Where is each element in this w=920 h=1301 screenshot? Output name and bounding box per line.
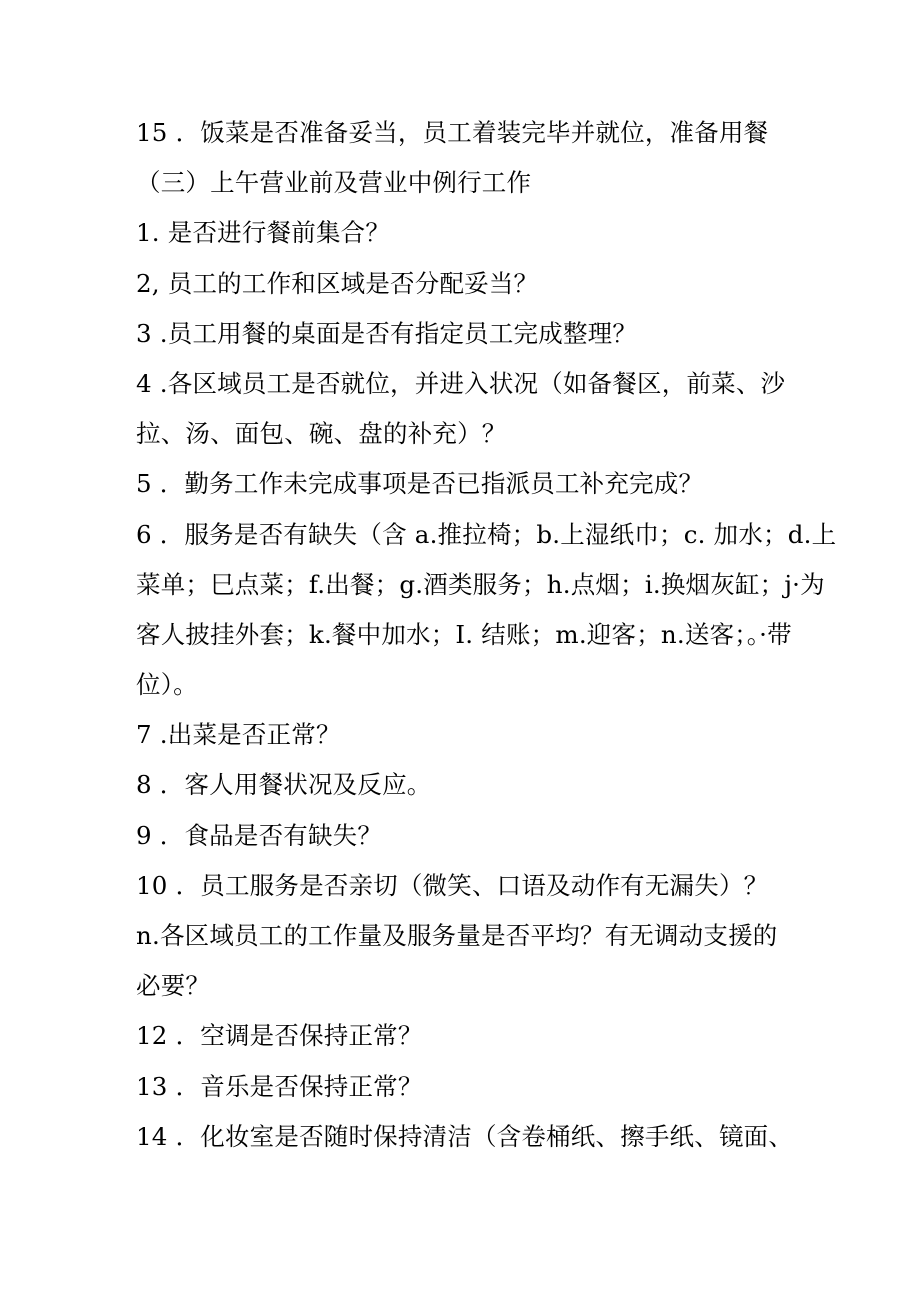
text-line: 菜单；巳点菜；f.出餐；g.酒类服务；h.点烟；i.换烟灰缸；j·为 bbox=[136, 569, 825, 599]
text-line: 位）。 bbox=[136, 670, 198, 700]
text-line: 7 .出菜是否正常？ bbox=[136, 720, 341, 750]
text-line: 8 ．客人用餐状况及反应。 bbox=[136, 770, 432, 800]
section-heading: （三）上午营业前及营业中例行工作 bbox=[136, 168, 532, 198]
document-body bbox=[136, 108, 837, 1162]
text-line: 2, 员工的工作和区域是否分配妥当？ bbox=[136, 268, 539, 298]
text-line: 3 .员工用餐的桌面是否有指定员工完成整理？ bbox=[136, 318, 638, 348]
text-line: 客人披挂外套；k.餐中加水；I. 结账；m.迎客；n.送客；。·带 bbox=[136, 619, 792, 649]
text-line: 14 ．化妆室是否随时保持清洁（含卷桶纸、擦手纸、镜面、 bbox=[136, 1121, 794, 1151]
text-line: n.各区域员工的工作量及服务量是否平均？有无调动支援的 bbox=[136, 921, 778, 950]
text-line: 12 ．空调是否保持正常？ bbox=[136, 1021, 423, 1051]
text-line: 9 ．食品是否有缺失？ bbox=[136, 820, 383, 850]
text-line: 5 ．勤务工作未完成事项是否已指派员工补充完成？ bbox=[136, 469, 704, 499]
text-line: 15 ．饭菜是否准备妥当，员工着装完毕并就位，准备用餐 bbox=[136, 118, 769, 147]
text-line: 6 ．服务是否有缺失（含 a.推拉椅；b.上湿纸巾；c. 加水；d.上 bbox=[136, 519, 837, 549]
text-line: 4 .各区域员工是否就位，并进入状况（如备餐区，前菜、沙 bbox=[136, 368, 786, 398]
text-line: 13 ．音乐是否保持正常？ bbox=[136, 1071, 423, 1101]
text-line: 拉、汤、面包、碗、盘的补充）？ bbox=[136, 419, 507, 449]
text-line: 必要？ bbox=[136, 971, 211, 1001]
text-line: 10 ．员工服务是否亲切（微笑、口语及动作有无漏失）？ bbox=[136, 870, 769, 900]
text-line: 1. 是否进行餐前集合？ bbox=[136, 218, 391, 248]
